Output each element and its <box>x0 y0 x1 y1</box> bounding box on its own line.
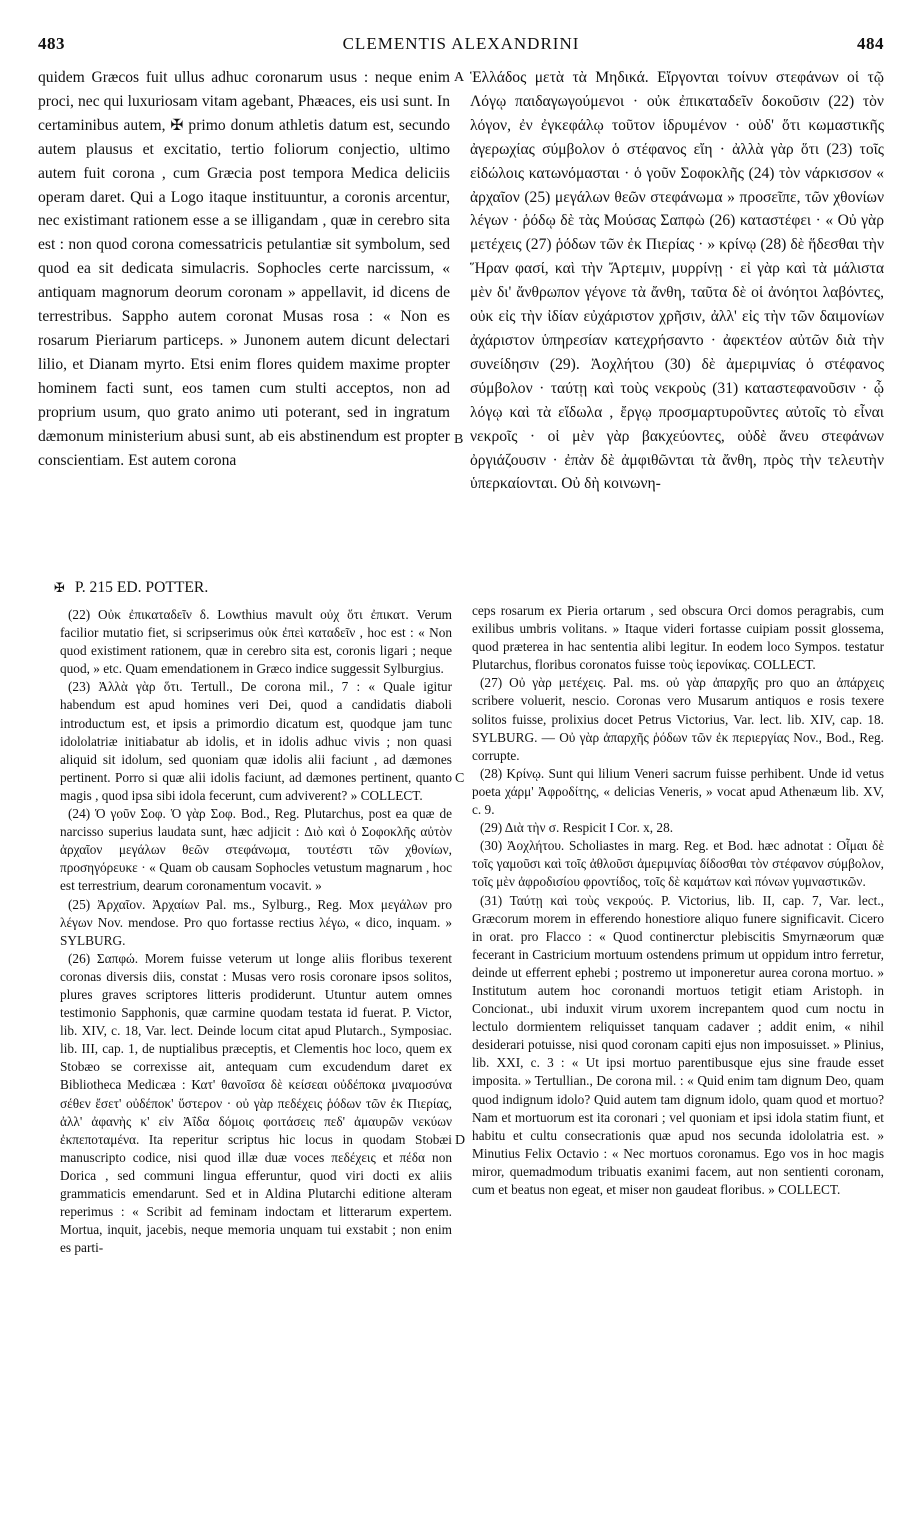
footnote-26-continued: ceps rosarum ex Pieria ortarum , sed obscura Orci domos peragrabis, cum exilibus umbris volitans. » Itaque videri fortasse cuipiam possit glossema, quod præterea in hac sententia alibi legitur. In eodem loco Sympos. testatur Plutarchus, floribus coronatos fuisse τοὺς ἱερονίκας. COLLECT. <box>472 603 884 673</box>
section-marker-d: D <box>455 1133 466 1148</box>
footnote-31: (31) Ταύτῃ καὶ τοὺς νεκρούς. P. Victorius, lib. II, cap. 7, Var. lect., Græcorum morem in efferendo honestiore aliquo funere significavit. Cicero in orat. pro Flacco : « Quod continerctur plebiscitis Smyrnæorum quæ fecerant in Castricium mortuum ostendens primum ut oppidum intro ferretur, deinde ut efferrent ephebi ; postremo ut imponeretur aurea corona mortuo. » Institutum autem hoc coronandi mortuos tetigit etiam Aristoph. in Concionat., ubi induxit virum uxorem increpantem quod cum noctu in lectulo dormientem reliquisset tanquam cadaver ; addit enim, « nihil desiderari potuisse, nisi quod coronam capiti ejus non imposuisset. » Plinius, lib. XXI, c. 3 : « Ut ipsi mortuo parentibusque ejus sine fraude esset imposita. » Tertullian., De corona mil. : « Quid enim tam dignum Deo, quam quod indignum idolo? Quid autem tam dignum idolo, quam quod et mortuo? Nam et mortuorum est ita coronari ; vel quoniam et ipsi idola statim fiunt, et habitu et cultu consecrationis quæ apud nos secunda idololatria est. » Minutius Felix Octavio : « Nec mortuos coronamus. Ego vos in hoc magis miror, quemadmodum tribuatis exanimi facem, aut non sentienti coronam, cum et beatus non egeat, et miser non gaudeat floribus. » COLLECT. <box>472 892 884 1197</box>
footnote-24: (24) Ὁ γοῦν Σοφ. Ὁ γὰρ Σοφ. Bod., Reg. Plutarchus, post ea quæ de narcisso superius laudata sunt, hæc adjicit : Διὸ καὶ ὁ Σοφοκλῆς αὐτὸν ἀρχαῖον μεγάλων θεῶν στεφάνωμα, τουτέστι τῶν χθονίων, προσηγόρευκε · « Quam ob causam Sophocles vetustum magnarum , hoc est terrestrium, dearum coronamentum vocavit. » <box>60 806 452 894</box>
potter-reference <box>54 579 208 597</box>
footnote-28: (28) Κρίνῳ. Sunt qui lilium Veneri sacrum fuisse perhibent. Unde id vetus poeta χάρμ' Ἀφροδίτης, « delicias Veneris, » vocat apud Athenæum lib. XV, c. 9. <box>472 765 884 818</box>
footnote-26: (26) Σαπφώ. Morem fuisse veterum ut longe aliis floribus texerent coronas diversis diis, constat : Musas vero rosis coronare ipsos solitos, plures graves scriptores litteris prodiderunt. Utuntur autem omnes testimonio Sapphonis, quæ carmine quodam testata id fuerat. P. Victor, lib. XIV, c. 18, Var. lect. Deinde locum citat apud Plutarch., Symposiac. lib. III, cap. 1, de nuptialibus præceptis, et Clementis hoc loco, quem ex Stobæo se correxisse ait, antequam cum excudendum daret ex Bibliotheca Medicæa : Κατ' θανοῖσα δὲ κείσεαι οὐδέποκα μναμοσύνα σέθεν ἔσετ' οὐδέποκ' ὕστερον · οὐ γὰρ πεδέχεις ῥόδων τῶν ἐκ Πιερίας, ἀλλ' ἀφανὴς κ' εἰν Ἀΐδα δόμοις φοιτάσεις πεδ' ἀμαυρῶν νεκύων ἐκπεποταμένα. Ita reperitur scriptus hic locus in quodam Stobæi manuscripto codice, nisi quod illæ duæ voces πεδέχεις et πέδα non Dorica , sed communi lingua efferuntur, quod viri docti ex aliis grammaticis emendarunt. Sed et in Aldina Plutarchi editione alteram reperimus : « Scribit ad feminam indoctam et litterarum expertem. Mortua, inquit, jacebis, neque memoria unquam tui exstabit ; non enim es parti- <box>60 950 452 1256</box>
greek-main-text: Ἑλλάδος μετὰ τὰ Μηδικά. Εἴργονται τοίνυν στεφάνων οἱ τῷ Λόγῳ παιδαγωγούμενοι · οὐκ ἐπικαταδεῖν δοκοῦσιν (22) τὸν λόγον, ἐν ἐγκεφάλῳ τοῦτον ἱδρυμένον · οὐδ' ὅτι κωμαστικῆς ἀγερωχίας σύμβολον ὁ στέφανος εἴη · ἀλλὰ γὰρ ὅτι (23) τοῖς εἰδώλοις κατωνόμασται · ὁ γοῦν Σοφοκλῆς (24) τὸν νάρκισσον « ἀρχαῖον (25) μεγάλων θεῶν στεφάνωμα » προσεῖπε, τῶν χθονίων λέγων · ῥόδῳ δὲ τὰς Μούσας Σαπφὼ (26) καταστέφει · « Οὐ γὰρ μετέχεις (27) ῥόδων τῶν ἐκ Πιερίας · » κρίνῳ (28) δὲ ἥδεσθαι τὴν Ἥραν φασί, καὶ τὴν Ἄρτεμιν, μυρρίνῃ · εἰ γὰρ καὶ τὰ μάλιστα μὲν δι' ἄνθρωπον γέγονε τὰ ἄνθη, ταῦτα δὲ οἱ ἀνόητοι λαβόντες, οὐκ εἰς τὴν ἰδίαν εὐχάριστον χρῆσιν, ἀλλ' εἰς τὴν τῶν δαιμονίων ἀχάριστον ὑπηρεσίαν κατεχρήσαντο · ἀφεκτέον αὐτῶν διὰ τὴν συνείδησιν (29). Ἀοχλήτου (30) δὲ ἀμεριμνίας ὁ στέφανος σύμβολον · ταύτῃ καὶ τοὺς νεκροὺς (31) καταστεφανοῦσιν · ᾧ λόγῳ καὶ τὰ εἴδωλα , ἔργῳ προσμαρτυροῦντες αὐτοῖς τὸ εἶναι νεκροῖς · οἱ μὲν γὰρ βακχεύοντες, οὐδὲ ἄνευ στεφάνων ὀργιάζουσιν · ἐπὰν δὲ ἀμφιθῶνται τὰ ἄνθη, πρὸς τὴν τελευτὴν ὑπερκαίονται. Οὐ δὴ κοινωνη- <box>470 69 884 493</box>
footnote-25: (25) Ἀρχαῖον. Ἀρχαίων Pal. ms., Sylburg., Reg. Mox μεγάλων pro λέγων Nov. mendose. Pro quo fortasse rectius λέγω, « dico, inquam. » SYLBURG. <box>60 896 452 948</box>
section-marker-a: A <box>454 70 465 85</box>
footnote-27: (27) Οὐ γὰρ μετέχεις. Pal. ms. οὐ γὰρ ἀπαρχῆς pro quo an ἀπάρχεις scribere voluerit, nescio. Coronas vero Musarum antiquos e rosis texere solitos fuisse, prolixius docet Petrus Victorius, Var. lect. lib. XIV, cap. 18. SYLBURG. — Οὐ γὰρ ἀπαρχῆς ῥόδων τῶν ἐκ περιεργίας Nov., Bod., Reg. corrupte. <box>472 675 884 763</box>
page-number-left: 483 <box>38 34 65 53</box>
footnote-23: (23) Ἀλλὰ γὰρ ὅτι. Tertull., De corona mil., 7 : « Quale igitur habendum est apud homines veri Dei, quod a candidatis diaboli introductum est, et ipsis a primordio dicatum est, quodque jam tunc idololatriæ initiabatur ab idolis, et in idolis adhuc vivis ; non quasi aliquid sit idolum, sed quoniam quæ idolis alii faciunt , ad dæmones pertinent. Porro si quæ alii idolis faciunt, ad dæmones pertinent, quanto magis , quod ipsa sibi idola fecerunt, cum adviverent? » COLLECT. <box>60 679 452 803</box>
latin-main-text: quidem Græcos fuit ullus adhuc coronarum usus : neque enim proci, nec qui luxuriosam vitam agebant, Phæaces, eis usi sunt. In certaminibus autem, ✠ primo donum athletis datum est, secundo autem plausus et excitatio, tertio foliorum conjectio, ultimo autem fuit corona , cum Græcia post tempora Medica deliciis operam daret. Qui a Logo itaque instituuntur, a coronis arcentur, nec existimant rationem esse a se illigandam , quæ in cerebro sita est : non quod corona comessatricis petulantiæ sit symbolum, sed quod ea sit dedicata simulacris. Sophocles certe narcissum, « antiquam magnorum deorum coronam » appellavit, id dicens de terrestribus. Sappho autem coronat Musas rosa : « Non es rosarum Pieriarum particeps. » Junonem autem dicunt delectari lilio, et Dianam myrto. Etsi enim flores quidem maxime propter hominem facti sunt, eos tamen cum stulti acceptos, non ad proprium usum, quo grato animo uti poterant, sed in ingratum dæmonum ministerium abusi sunt, ab eis abstinendum est propter conscientiam. Est autem corona <box>38 69 450 469</box>
cross-symbol-icon: ✠ <box>54 581 65 596</box>
footnote-29: (29) Διὰ τὴν σ. Respicit I Cor. x, 28. <box>480 820 674 836</box>
footnote-22: (22) Οὐκ ἐπικαταδεῖν δ. Lowthius mavult οὐχ ὅτι ἐπικατ. Verum facilior mutatio fiet, si scripserimus οὐκ ἐπεὶ καταδεῖν , hoc est : « Non quod existiment rationem, quæ in cerebro sita est, coronis ligari ; neque quod, » etc. Quam emendationem in Græco indice suggessit Sylburgius. <box>60 607 452 677</box>
page-number-right: 484 <box>857 34 884 53</box>
footnotes-right-column <box>472 602 884 1199</box>
footnote-30: (30) Ἀοχλήτου. Scholiastes in marg. Reg. et Bod. hæc adnotat : Οἶμαι δὲ τοῖς γαμοῦσι καὶ τοῖς ἀθλοῦσι ἀμεριμνίας δίδοσθαι τὸν στέφανον σύμβολον, τοῖς μὲν ἀφροδισίου φροντίδος, τοῖς δὲ καμάτων καὶ πόνων γυμναστικῶν. <box>472 838 884 890</box>
running-title: CLEMENTIS ALEXANDRINI <box>342 34 580 53</box>
footnotes-left-column <box>60 606 452 1257</box>
section-marker-c: C <box>455 771 465 786</box>
section-marker-b: B <box>454 432 464 447</box>
running-header <box>38 34 884 56</box>
potter-page-label: P. 215 ED. POTTER. <box>74 579 209 596</box>
